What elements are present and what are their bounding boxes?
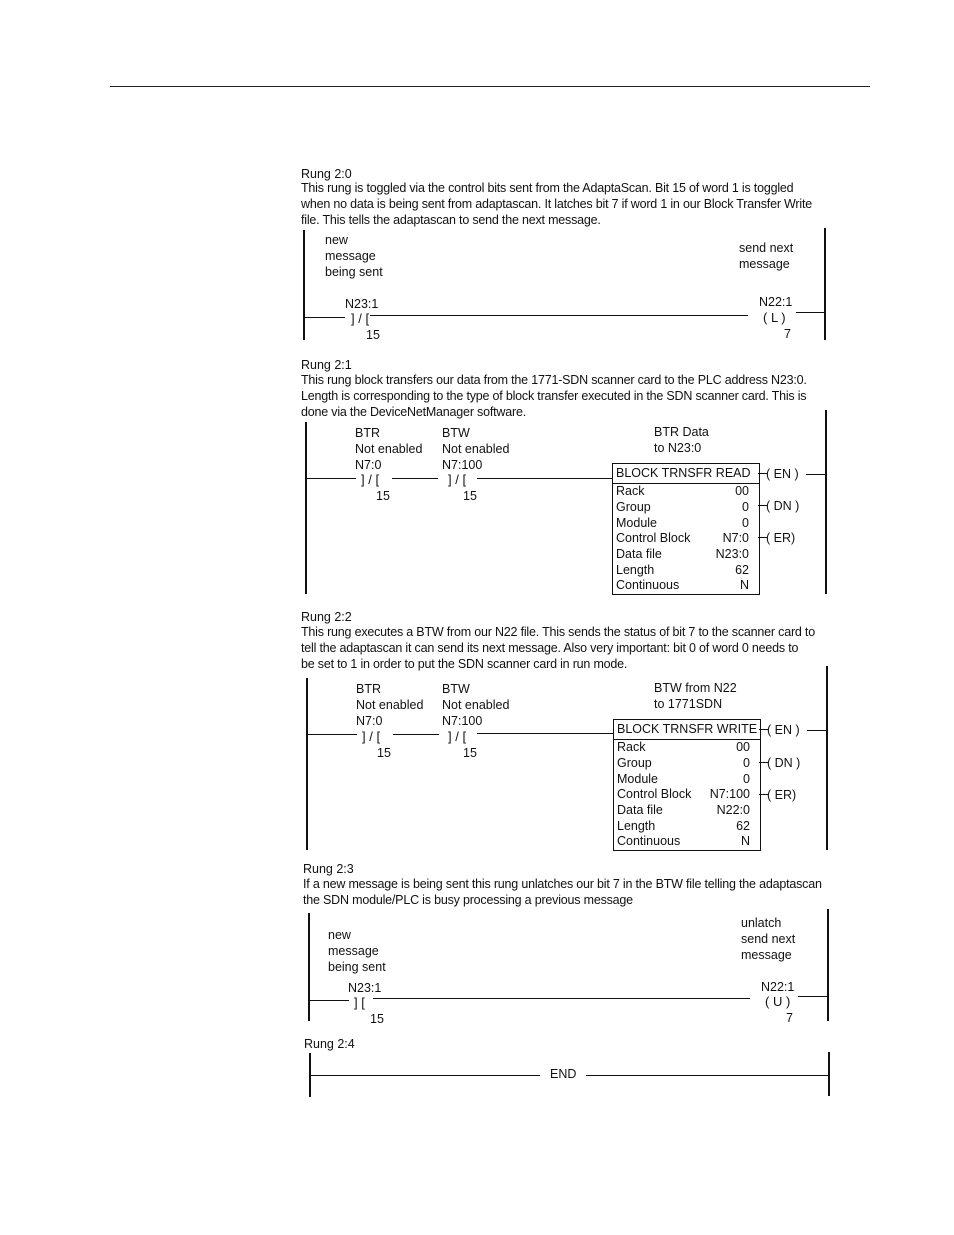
block-comment: to 1771SDN: [654, 697, 723, 711]
param-value: 00: [735, 484, 749, 498]
contact-comment: being sent: [328, 960, 386, 974]
rung-wire: [373, 998, 750, 999]
dn-output: ( DN ): [766, 499, 800, 513]
contact-comment: Not enabled: [356, 698, 424, 712]
contact-comment: new: [328, 928, 351, 942]
rung-wire: [807, 730, 826, 731]
rung-wire: [393, 734, 439, 735]
xic-contact-symbol: ] [: [354, 995, 365, 1010]
param-label: Group: [617, 756, 652, 770]
param-value: 0: [743, 772, 750, 786]
unlatch-coil-symbol: ( U ): [765, 994, 791, 1009]
param-value: N7:0: [722, 531, 749, 545]
param-label: Rack: [616, 484, 645, 498]
rung-description-line: If a new message is being sent this rung unlatches our bit 7 in the BTW file telling the adaptascan: [303, 877, 822, 891]
param-label: Group: [616, 500, 651, 514]
contact-bit: 15: [463, 746, 477, 760]
rung-description-line: be set to 1 in order to put the SDN scanner card in run mode.: [301, 657, 628, 671]
param-label: Control Block: [617, 787, 692, 801]
instruction-title: BLOCK TRNSFR WRITE: [617, 722, 758, 736]
contact-address: N7:100: [442, 714, 483, 728]
rung-heading: Rung 2:2: [301, 610, 352, 624]
contact-address: N7:0: [356, 714, 383, 728]
block-transfer-write-instruction: [613, 719, 761, 851]
coil-comment: message: [741, 948, 792, 962]
xio-contact-symbol: ] / [: [361, 472, 380, 487]
rung-wire: [477, 478, 613, 479]
coil-address: N22:1: [759, 295, 793, 309]
param-label: Module: [617, 772, 658, 786]
left-power-rail: [308, 913, 310, 1021]
contact-bit: 15: [463, 489, 477, 503]
xio-contact-symbol: ] / [: [448, 472, 467, 487]
instruction-title: BLOCK TRNSFR READ: [616, 466, 751, 480]
coil-bit: 7: [784, 327, 791, 341]
contact-address: N7:0: [355, 458, 382, 472]
header-rule: [110, 86, 870, 87]
rung-wire: [586, 1075, 828, 1076]
right-power-rail: [825, 410, 827, 594]
param-value: N22:0: [716, 803, 750, 817]
param-value: N7:100: [709, 787, 750, 801]
contact-comment: new: [325, 233, 348, 247]
contact-bit: 15: [377, 746, 391, 760]
left-power-rail: [306, 678, 308, 850]
rung-wire: [309, 1000, 349, 1001]
param-value: 62: [735, 563, 749, 577]
contact-address: N7:100: [442, 458, 483, 472]
end-label: END: [550, 1067, 577, 1081]
rung-heading: Rung 2:1: [301, 358, 352, 372]
contact-comment: Not enabled: [442, 442, 510, 456]
param-label: Continuous: [616, 578, 680, 592]
param-value: 0: [742, 500, 749, 514]
param-label: Control Block: [616, 531, 691, 545]
param-label: Data file: [616, 547, 662, 561]
param-label: Rack: [617, 740, 646, 754]
param-value: 62: [736, 819, 750, 833]
coil-comment: send next: [741, 932, 796, 946]
contact-comment: BTR: [355, 426, 380, 440]
rung-wire: [796, 312, 824, 313]
rung-wire: [306, 478, 356, 479]
dn-output: ( DN ): [767, 756, 801, 770]
coil-comment: message: [739, 257, 790, 271]
param-value: N: [739, 578, 749, 592]
coil-comment: send next: [739, 241, 794, 255]
param-label: Module: [616, 516, 657, 530]
rung-heading: Rung 2:0: [301, 167, 352, 181]
param-value: 00: [736, 740, 750, 754]
rung-description-line: the SDN module/PLC is busy processing a previous message: [303, 893, 633, 907]
block-comment: BTR Data: [654, 425, 709, 439]
contact-bit: 15: [366, 328, 380, 342]
rung-description-line: done via the DeviceNetManager software.: [301, 405, 526, 419]
er-output: ( ER): [766, 531, 796, 545]
coil-bit: 7: [786, 1011, 793, 1025]
rung-wire: [392, 478, 438, 479]
en-output: ( EN ): [766, 467, 799, 481]
contact-address: N23:1: [345, 297, 379, 311]
rung-heading: Rung 2:3: [303, 862, 354, 876]
contact-comment: BTW: [442, 426, 470, 440]
param-label: Length: [617, 819, 656, 833]
right-power-rail: [826, 666, 828, 850]
rung-description-line: file. This tells the adaptascan to send the next message.: [301, 213, 601, 227]
param-value: 0: [743, 756, 750, 770]
contact-comment: message: [325, 249, 376, 263]
latch-coil-symbol: ( L ): [763, 310, 786, 325]
rung-heading: Rung 2:4: [304, 1037, 355, 1051]
contact-bit: 15: [376, 489, 390, 503]
rung-description-line: Length is corresponding to the type of block transfer executed in the SDN scanner card. This is: [301, 389, 807, 403]
block-transfer-read-instruction: [612, 463, 760, 595]
rung-wire: [305, 317, 345, 318]
er-output: ( ER): [767, 788, 797, 802]
contact-comment: BTR: [356, 682, 381, 696]
xio-contact-symbol: ] / [: [448, 729, 467, 744]
param-label: Data file: [617, 803, 663, 817]
param-label: Continuous: [617, 834, 681, 848]
param-value: N23:0: [715, 547, 749, 561]
rung-wire: [307, 734, 357, 735]
rung-description-line: when no data is being sent from adaptascan. It latches bit 7 if word 1 in our Block Transfer Write: [301, 197, 812, 211]
coil-address: N22:1: [761, 980, 795, 994]
rung-description-line: tell the adaptascan it can send its next message. Also very important: bit 0 of word 0 needs to: [301, 641, 799, 655]
param-label: Length: [616, 563, 655, 577]
block-comment: BTW from N22: [654, 681, 737, 695]
left-power-rail: [305, 422, 307, 594]
contact-comment: BTW: [442, 682, 470, 696]
en-output: ( EN ): [767, 723, 800, 737]
contact-bit: 15: [370, 1012, 384, 1026]
xio-contact-symbol: ] / [: [351, 311, 370, 326]
contact-address: N23:1: [348, 981, 382, 995]
param-value: N: [740, 834, 750, 848]
contact-comment: Not enabled: [355, 442, 423, 456]
rung-wire: [370, 315, 748, 316]
xio-contact-symbol: ] / [: [362, 729, 381, 744]
right-power-rail: [827, 909, 829, 1021]
param-value: 0: [742, 516, 749, 530]
contact-comment: Not enabled: [442, 698, 510, 712]
block-comment: to N23:0: [654, 441, 702, 455]
rung-wire: [798, 996, 827, 997]
right-power-rail: [824, 228, 826, 340]
rung-description-line: This rung block transfers our data from the 1771-SDN scanner card to the PLC address N23:0.: [301, 373, 807, 387]
rung-description-line: This rung is toggled via the control bits sent from the AdaptaScan. Bit 15 of word 1 is toggled: [301, 181, 794, 195]
right-power-rail: [828, 1052, 830, 1096]
coil-comment: unlatch: [741, 916, 782, 930]
rung-description-line: This rung executes a BTW from our N22 file. This sends the status of bit 7 to the scanner card to: [301, 625, 815, 639]
rung-wire: [806, 474, 825, 475]
contact-comment: message: [328, 944, 379, 958]
contact-comment: being sent: [325, 265, 383, 279]
rung-wire: [310, 1075, 540, 1076]
left-power-rail: [303, 230, 305, 340]
rung-wire: [477, 733, 614, 734]
